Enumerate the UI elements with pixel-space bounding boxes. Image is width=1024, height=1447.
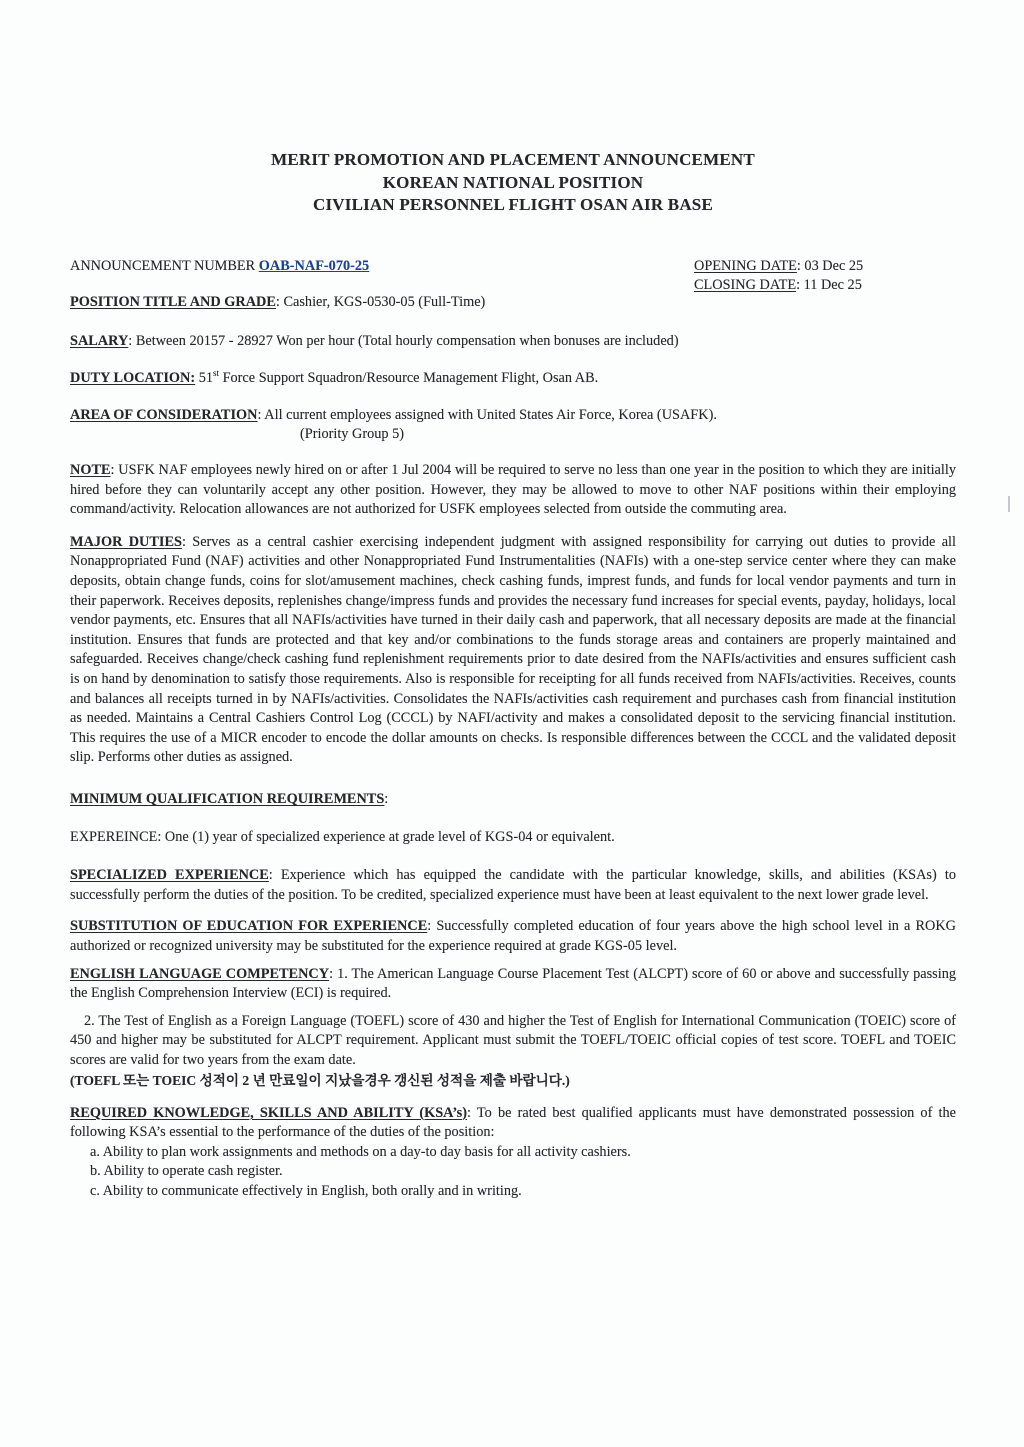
colon: : bbox=[796, 257, 801, 274]
salary-row bbox=[70, 332, 956, 352]
area-value: All current employees assigned with United States Air Force, Korea (USAFK). bbox=[264, 406, 717, 423]
colon: : bbox=[796, 277, 801, 294]
colon: : bbox=[268, 867, 273, 884]
substitution-body: Successfully completed education of four years above the high school level in a ROKG authorized or recognized university may be substituted for the experience required at grade KGS-05 level. bbox=[70, 918, 957, 954]
english-competency-heading: ENGLISH LANGUAGE COMPETENCY bbox=[70, 965, 330, 982]
title-line-1: MERIT PROMOTION AND PLACEMENT ANNOUNCEMENT bbox=[271, 150, 755, 169]
toefl-korean-note: (TOEFL 또는 TOEIC 성적이 2 년 만료일이 지났을경우 갱신된 성적을 제출 바랍니다.) bbox=[70, 1072, 570, 1088]
section-specialized-experience bbox=[70, 866, 956, 905]
closing-date-row bbox=[694, 276, 863, 296]
substitution-heading: SUBSTITUTION OF EDUCATION FOR EXPERIENCE bbox=[70, 918, 428, 935]
experience-label: EXPEREINCE: bbox=[70, 828, 162, 845]
section-required-ksa bbox=[70, 1104, 956, 1202]
closing-date-label: CLOSING DATE bbox=[694, 277, 797, 294]
section-experience bbox=[70, 828, 956, 848]
colon: : bbox=[384, 790, 389, 807]
duty-location-row bbox=[70, 369, 956, 389]
area-line-2: (Priority Group 5) bbox=[300, 426, 405, 443]
opening-date-value: 03 Dec 25 bbox=[804, 257, 864, 274]
section-substitution-of-education bbox=[70, 917, 956, 956]
position-title-label: POSITION TITLE AND GRADE bbox=[70, 294, 276, 311]
title-line-2: KOREAN NATIONAL POSITION bbox=[382, 172, 644, 192]
specialized-experience-body: Experience which has equipped the candidate with the particular knowledge, skills, and abilities (KSAs) to successfully perform the duties of the position. To be credited, specialized experience must have been at least equivalent to the next lower grade level. bbox=[70, 867, 956, 903]
opening-date-row bbox=[694, 257, 863, 277]
ksa-item-b: b. Ability to operate cash register. bbox=[90, 1163, 283, 1180]
position-title-value: Cashier, KGS-0530-05 (Full-Time) bbox=[283, 294, 486, 311]
title-line-3: CIVILIAN PERSONNEL FLIGHT OSAN AIR BASE bbox=[312, 195, 713, 214]
position-title-row bbox=[70, 293, 956, 313]
ksa-items-list bbox=[70, 1143, 956, 1202]
major-duties-body: Serves as a central cashier exercising independent judgment with assigned responsibility for carrying out duties to provide all Nonappropriated Fund (NAF) activities and other Nonappropriated Fund Instrumentalities (NAFIs) with a one-step service center where they can make deposits, obtain change funds, coins for slot/amusement machines, check cashing funds, imprest funds, and funds for local vendor payments and turn in their paperwork. Receives deposits, replenishes change/impress funds and provides the necessary fund increases for special events, payday, holidays, local vendor payments, etc. Ensures that all NAFIs/activities have turned in their daily cash and paperwork, that all necessary deposits are made at the financial institution. Ensures that funds are protected and that key and/or combinations to the funds storage areas and containers are properly maintained and safeguarded. Receives change/check cashing fund replenishment requirements prior to date desired from the NAFIs/activities and ensures sufficient cash is on hand by denomination to satisfy those requirements. Also is responsible for receipting for all funds received from NAFIs/activities. Receives, counts and balances all receipts turned in by NAFIs/activities. Consolidates the NAFIs/activities cash requirement and purchases cash from financial institution as needed. Maintains a Central Cashiers Control Log (CCCL) by NAFI/activity and makes a consolidated deposit to the servicing financial institution. This requires the use of a MICR encoder to encode the dollar amounts on checks. Is responsible differences between the CCCL and the validated deposit slip. Performs other duties as assigned. bbox=[70, 533, 956, 766]
ksa-item-c: c. Ability to communicate effectively in English, both orally and in writing. bbox=[90, 1182, 522, 1199]
header-fields bbox=[70, 257, 956, 313]
duty-location-value bbox=[199, 370, 599, 386]
duty-location-ordinal: st bbox=[212, 368, 219, 379]
opening-date-label: OPENING DATE bbox=[694, 257, 797, 274]
duty-location-number: 51 bbox=[198, 370, 213, 387]
colon: : bbox=[110, 462, 115, 479]
required-ksa-heading: REQUIRED KNOWLEDGE, SKILLS AND ABILITY (KSA’s) bbox=[70, 1104, 467, 1121]
ksa-item-a: a. Ability to plan work assignments and methods on a day-to day basis for all activity cashiers. bbox=[90, 1143, 631, 1160]
colon: : bbox=[257, 406, 262, 423]
section-minimum-qualifications-heading bbox=[70, 790, 956, 810]
area-of-consideration-row bbox=[70, 406, 956, 445]
document-title bbox=[70, 149, 956, 217]
colon: : bbox=[128, 332, 133, 349]
specialized-experience-heading: SPECIALIZED EXPERIENCE bbox=[70, 867, 269, 884]
section-toefl-toeic bbox=[70, 1012, 956, 1091]
colon: : bbox=[181, 533, 186, 550]
dates-block bbox=[694, 257, 863, 296]
colon: : bbox=[329, 965, 334, 982]
colon: : bbox=[427, 918, 432, 935]
note-body: USFK NAF employees newly hired on or after 1 Jul 2004 will be required to serve no less than one year in the position to which they are initially hired before they can voluntarily accept any other position. However, they may be allowed to move to other NAF positions within their employing command/activity. Relocation allowances are not authorized for USFK employees selected from outside the commuting area. bbox=[70, 462, 956, 518]
colon: : bbox=[275, 294, 280, 311]
note-heading: NOTE bbox=[70, 462, 111, 479]
minimum-qualifications-label: MINIMUM QUALIFICATION REQUIREMENTS bbox=[70, 790, 385, 807]
closing-date-value: 11 Dec 25 bbox=[803, 277, 862, 294]
announcement-number-link[interactable]: OAB-NAF-070-25 bbox=[258, 257, 370, 274]
salary-label: SALARY bbox=[70, 332, 129, 349]
section-major-duties bbox=[70, 533, 956, 768]
toefl-body: 2. The Test of English as a Foreign Language (TOEFL) score of 430 and higher the Test of English for International Communication (TOEIC) score of 450 and higher may be substituted for ALCPT requirement. Applicant must submit the TOEFL/TOEIC official copies of test score. TOEFL and TOEIC scores are valid for two years from the exam date. bbox=[70, 1012, 956, 1068]
area-label: AREA OF CONSIDERATION bbox=[70, 406, 258, 423]
duty-location-rest: Force Support Squadron/Resource Management Flight, Osan AB. bbox=[219, 370, 599, 387]
experience-body: One (1) year of specialized experience at grade level of KGS-04 or equivalent. bbox=[164, 828, 615, 845]
required-ksa-intro: To be rated best qualified applicants must have demonstrated possession of the following KSA’s essential to the performance of the duties of the position: bbox=[70, 1104, 956, 1141]
colon: : bbox=[467, 1104, 471, 1121]
scan-artifact-mark bbox=[1008, 496, 1010, 512]
announcement-number-label: ANNOUNCEMENT NUMBER bbox=[70, 257, 256, 274]
major-duties-heading: MAJOR DUTIES bbox=[70, 533, 182, 550]
english-competency-body: 1. The American Language Course Placement Test (ALCPT) score of 60 or above and successfully passing the English Comprehension Interview (ECI) is required. bbox=[70, 965, 957, 1002]
area-line-1 bbox=[70, 406, 956, 426]
section-english-competency bbox=[70, 965, 956, 1004]
duty-location-label: DUTY LOCATION: bbox=[70, 370, 196, 387]
salary-value: Between 20157 - 28927 Won per hour (Total hourly compensation when bonuses are included) bbox=[135, 332, 679, 349]
section-note bbox=[70, 461, 956, 520]
